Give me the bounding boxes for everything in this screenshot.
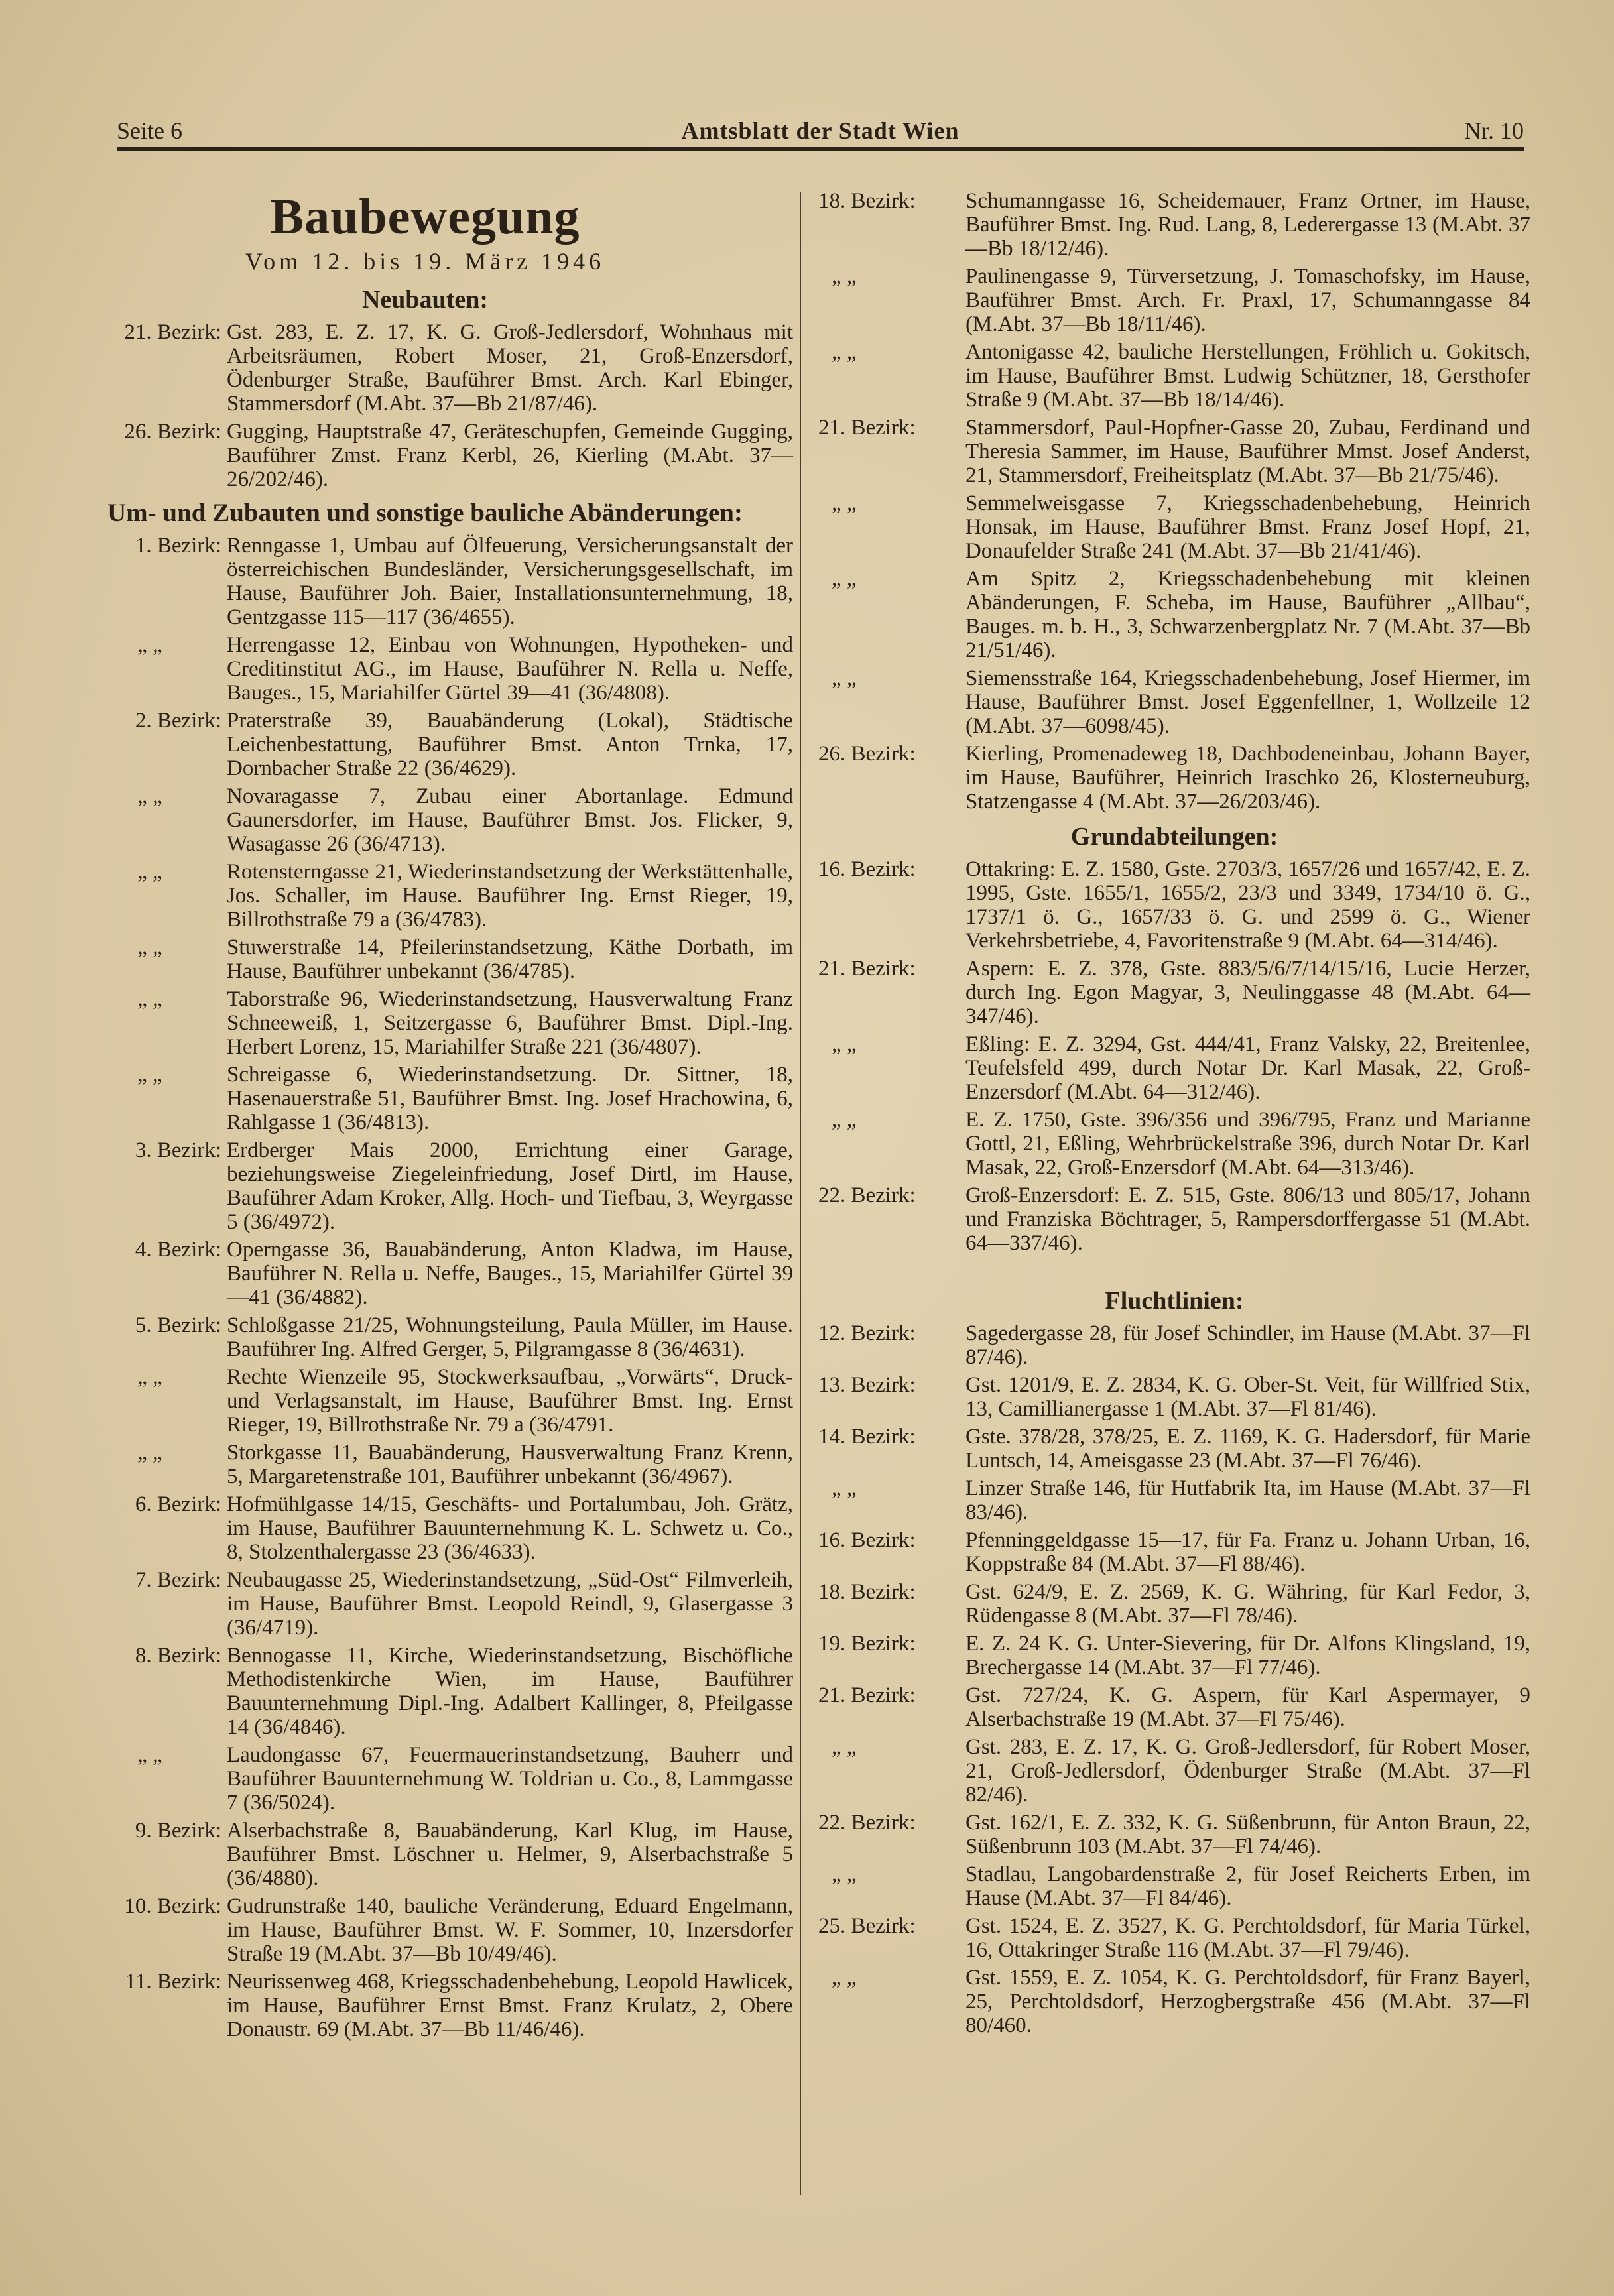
district-label: „ „: [137, 860, 162, 884]
entry-text: Schloßgasse 21/25, Wohnungsteilung, Paula Müller, im Hause. Bauführer Ing. Alfred Gerger, 5, Pilgramgasse 8 (36/4631).: [227, 1313, 793, 1361]
entry-text: Kierling, Promenadeweg 18, Dachbodeneinbau, Johann Bayer, im Hause, Bauführer, Heinrich Iraschko 26, Klosterneuburg, Statzengasse 4 (M.Abt. 37—26/203/46).: [965, 742, 1530, 814]
entry-text: Aspern: E. Z. 378, Gste. 883/5/6/7/14/15/16, Lucie Herzer, durch Ing. Egon Magyar, 3, Neulinggasse 48 (M.Abt. 64—347/46).: [965, 957, 1530, 1028]
district-label: 4. Bezirk:: [135, 1238, 221, 1262]
district-label: 8. Bezirk:: [135, 1644, 221, 1667]
list-item: [57, 1492, 793, 1564]
list-item: [818, 1108, 1530, 1179]
entry-text: Semmelweisgasse 7, Kriegsschadenbehebung, Heinrich Honsak, im Hause, Bauführer Bmst. Franz Josef Hopf, 21, Donaufelder Straße 241 (M.Abt. 37—Bb 21/41/46).: [965, 491, 1530, 563]
entry-text: Sagedergasse 28, für Josef Schindler, im Hause (M.Abt. 37—Fl 87/46).: [965, 1321, 1530, 1369]
list-item: [818, 189, 1530, 261]
page-title: Baubewegung: [270, 189, 580, 245]
list-item: [818, 1914, 1530, 1962]
left-column: [57, 189, 793, 2045]
entry-text: Linzer Straße 146, für Hutfabrik Ita, im Hause (M.Abt. 37—Fl 83/46).: [965, 1477, 1530, 1524]
list-item: [57, 936, 793, 983]
district-label: 11. Bezirk:: [125, 1970, 221, 1994]
list-item: [57, 1365, 793, 1437]
district-label: 10. Bezirk:: [124, 1894, 221, 1918]
section-heading-umbauten: Um- und Zubauten und sonstige bauliche Abänderungen:: [107, 499, 743, 527]
page-number: Seite 6: [117, 117, 182, 144]
district-label: 2. Bezirk:: [135, 709, 221, 733]
list-item: [818, 1580, 1530, 1628]
district-label: 1. Bezirk:: [135, 534, 221, 558]
section-heading-neubauten: Neubauten:: [361, 286, 489, 314]
entry-text: Storkgasse 11, Bauabänderung, Hausverwaltung Franz Krenn, 5, Margaretenstraße 101, Bauführer unbekannt (36/4967).: [227, 1441, 793, 1488]
district-label: 21. Bezirk:: [124, 320, 221, 344]
district-label: 18. Bezirk:: [818, 1580, 916, 1604]
district-label: 22. Bezirk:: [818, 1183, 916, 1207]
entry-text: Gugging, Hauptstraße 47, Geräteschupfen, Gemeinde Gugging, Bauführer Zmst. Franz Kerbl, 26, Kierling (M.Abt. 37—26/202/46).: [227, 420, 793, 491]
list-item: [818, 1528, 1530, 1576]
entry-text: Renngasse 1, Umbau auf Ölfeuerung, Versicherungsanstalt der österreichischen Bundesländer, Versicherungsgesellschaft, im Hause, Bauführer Joh. Baier, Installationsunternehmung, 18, Gentzgasse 115—117 (36/4655).: [227, 534, 793, 629]
umbauten-list: [57, 534, 793, 2041]
entry-text: Am Spitz 2, Kriegsschadenbehebung mit kleinen Abänderungen, F. Scheba, im Hause, Bauführer „Allbau“, Bauges. m. b. H., 3, Schwarzenbergplatz Nr. 7 (M.Abt. 37—Bb 21/51/46).: [965, 567, 1530, 662]
district-label: „ „: [832, 1108, 857, 1132]
district-label: „ „: [137, 1365, 162, 1389]
entry-text: Neurissenweg 468, Kriegsschadenbehebung, Leopold Hawlicek, im Hause, Bauführer Ernst Bmst. Franz Krulatz, 2, Obere Donaustr. 69 (M.Abt. 37—Bb 11/46/46).: [227, 1970, 793, 2041]
entry-text: Siemensstraße 164, Kriegsschadenbehebung, Josef Hiermer, im Hause, Bauführer Bmst. Josef Eggenfellner, 1, Wollzeile 12 (M.Abt. 37—6098/45).: [965, 666, 1530, 738]
district-label: „ „: [137, 784, 162, 808]
district-label: „ „: [137, 1441, 162, 1465]
district-label: 13. Bezirk:: [818, 1373, 916, 1397]
entry-text: Pfenninggeldgasse 15—17, für Fa. Franz u. Johann Urban, 16, Koppstraße 84 (M.Abt. 37—Fl 88/46).: [965, 1528, 1530, 1576]
list-item: [57, 1819, 793, 1890]
district-label: 26. Bezirk:: [124, 420, 221, 444]
list-item: [57, 1441, 793, 1488]
entry-text: Operngasse 36, Bauabänderung, Anton Kladwa, im Hause, Bauführer N. Rella u. Neffe, Bauges., 15, Mariahilfer Gürtel 39—41 (36/4882).: [227, 1238, 793, 1309]
district-label: „ „: [832, 1966, 857, 1990]
entry-text: Bennogasse 11, Kirche, Wiederinstandsetzung, Bischöfliche Methodistenkirche Wien, im Hause, Bauführer Bauunternehmung Dipl.-Ing. Adalbert Kallinger, 8, Pfeilgasse 14 (36/4846).: [227, 1644, 793, 1739]
list-item: [57, 1313, 793, 1361]
issue-number: Nr. 10: [1464, 117, 1524, 144]
district-label: 18. Bezirk:: [818, 189, 916, 213]
district-label: „ „: [832, 567, 857, 591]
list-item: [818, 1811, 1530, 1858]
list-item: [818, 1735, 1530, 1807]
entry-text: Gst. 1559, E. Z. 1054, K. G. Perchtoldsdorf, für Franz Bayerl, 25, Perchtoldsdorf, Herzogbergstraße 456 (M.Abt. 37—Fl 80/460.: [965, 1966, 1530, 2037]
list-item: [57, 860, 793, 932]
list-item: [57, 709, 793, 780]
district-label: „ „: [137, 633, 162, 657]
district-label: 12. Bezirk:: [818, 1321, 916, 1345]
district-label: 6. Bezirk:: [135, 1492, 221, 1516]
district-label: „ „: [832, 1735, 857, 1759]
district-label: „ „: [832, 491, 857, 515]
entry-text: E. Z. 1750, Gste. 396/356 und 396/795, Franz und Marianne Gottl, 21, Eßling, Wehrbrückelstraße 396, durch Notar Dr. Karl Masak, 22, Groß-Enzersdorf (M.Abt. 64—313/46).: [965, 1108, 1530, 1179]
list-item: [818, 1321, 1530, 1369]
entry-text: Herrengasse 12, Einbau von Wohnungen, Hypotheken- und Creditinstitut AG., im Hause, Bauführer N. Rella u. Neffe, Bauges., 15, Mariahilfer Gürtel 39—41 (36/4808).: [227, 633, 793, 705]
district-label: „ „: [832, 1477, 857, 1500]
section-heading-fluchtlinien: Fluchtlinien:: [1105, 1287, 1244, 1315]
list-item: [57, 534, 793, 629]
entry-text: Gste. 378/28, 378/25, E. Z. 1169, K. G. Hadersdorf, für Marie Luntsch, 14, Ameisgasse 23 (M.Abt. 37—Fl 76/46).: [965, 1425, 1530, 1473]
list-item: [818, 340, 1530, 412]
list-item: [57, 1568, 793, 1640]
entry-text: Gst. 283, E. Z. 17, K. G. Groß-Jedlersdorf, für Robert Moser, 21, Groß-Jedlersdorf, Ödenburger Straße (M.Abt. 37—Fl 82/46).: [965, 1735, 1530, 1807]
entry-text: Ottakring: E. Z. 1580, Gste. 2703/3, 1657/26 und 1657/42, E. Z. 1995, Gste. 1655/1, 1655/2, 23/3 und 3349, 1734/10 ö. G., 1737/1 ö. G., 1657/33 ö. G. und 2599 ö. G., Wiener Verkehrsbetriebe, 4, Favoritenstraße 9 (M.Abt. 64—314/46).: [965, 857, 1530, 953]
list-item: [57, 1063, 793, 1134]
list-item: [818, 416, 1530, 487]
district-label: „ „: [832, 1032, 857, 1056]
list-item: [57, 320, 793, 416]
list-item: [818, 1477, 1530, 1524]
fluchtlinien-list: [818, 1321, 1530, 2037]
list-item: [818, 1373, 1530, 1421]
district-label: 16. Bezirk:: [818, 857, 916, 881]
list-item: [57, 987, 793, 1059]
entry-text: Paulinengasse 9, Türversetzung, J. Tomaschofsky, im Hause, Bauführer Bmst. Arch. Fr. Praxl, 17, Schumanngasse 84 (M.Abt. 37—Bb 18/11/46).: [965, 265, 1530, 336]
district-label: „ „: [137, 987, 162, 1011]
entry-text: Hofmühlgasse 14/15, Geschäfts- und Portalumbau, Joh. Grätz, im Hause, Bauführer Bauunternehmung K. L. Schwetz u. Co., 8, Stolzenthalergasse 23 (36/4633).: [227, 1492, 793, 1564]
entry-text: Gst. 1524, E. Z. 3527, K. G. Perchtoldsdorf, für Maria Türkel, 16, Ottakringer Straße 116 (M.Abt. 37—Fl 79/46).: [965, 1914, 1530, 1962]
district-label: „ „: [832, 666, 857, 690]
district-label: 3. Bezirk:: [135, 1138, 221, 1162]
district-label: 21. Bezirk:: [818, 416, 916, 440]
publication-title: Amtsblatt der Stadt Wien: [681, 117, 960, 144]
entry-text: E. Z. 24 K. G. Unter-Sievering, für Dr. Alfons Klingsland, 19, Brechergasse 14 (M.Abt. 37—Fl 77/46).: [965, 1632, 1530, 1679]
district-label: 9. Bezirk:: [135, 1819, 221, 1843]
entry-text: Praterstraße 39, Bauabänderung (Lokal), Städtische Leichenbestattung, Bauführer Bmst. Anton Trnka, 17, Dornbacher Straße 22 (36/4629).: [227, 709, 793, 780]
grundabteilungen-list: [818, 857, 1530, 1255]
list-item: [818, 742, 1530, 814]
neubauten-list: [57, 320, 793, 491]
district-label: 25. Bezirk:: [818, 1914, 916, 1938]
entry-text: Neubaugasse 25, Wiederinstandsetzung, „Süd-Ost“ Filmverleih, im Hause, Bauführer Bmst. Leopold Reindl, 9, Glasergasse 3 (36/4719).: [227, 1568, 793, 1640]
entry-text: Gst. 162/1, E. Z. 332, K. G. Süßenbrunn, für Anton Braun, 22, Süßenbrunn 103 (M.Abt. 37—Fl 74/46).: [965, 1811, 1530, 1858]
list-item: [818, 265, 1530, 336]
entry-text: Stadlau, Langobardenstraße 2, für Josef Reicherts Erben, im Hause (M.Abt. 37—Fl 84/46).: [965, 1862, 1530, 1910]
district-label: „ „: [137, 936, 162, 959]
list-item: [818, 1183, 1530, 1255]
entry-text: Alserbachstraße 8, Bauabänderung, Karl Klug, im Hause, Bauführer Bmst. Löschner u. Helmer, 9, Alserbachstraße 5 (36/4880).: [227, 1819, 793, 1890]
list-item: [57, 1970, 793, 2041]
list-item: [57, 420, 793, 491]
list-item: [818, 1683, 1530, 1731]
section-gap: [818, 1259, 1530, 1278]
entry-text: Stuwerstraße 14, Pfeilerinstandsetzung, Käthe Dorbath, im Hause, Bauführer unbekannt (36/4785).: [227, 936, 793, 983]
column-divider: [800, 192, 801, 2195]
list-item: [818, 666, 1530, 738]
entry-text: Gst. 283, E. Z. 17, K. G. Groß-Jedlersdorf, Wohnhaus mit Arbeitsräumen, Robert Moser, 21, Groß-Enzersdorf, Ödenburger Straße, Bauführer Bmst. Arch. Karl Ebinger, Stammersdorf (M.Abt. 37—Bb 21/87/46).: [227, 320, 793, 416]
page-header: [117, 114, 1524, 147]
list-item: [57, 1644, 793, 1739]
list-item: [57, 784, 793, 856]
entry-text: Rechte Wienzeile 95, Stockwerksaufbau, „Vorwärts“, Druck- und Verlagsanstalt, im Hause, Bauführer Bmst. Ing. Ernst Rieger, 19, Billrothstraße Nr. 79 a (36/4791.: [227, 1365, 793, 1437]
district-label: „ „: [832, 340, 857, 364]
entry-text: Stammersdorf, Paul-Hopfner-Gasse 20, Zubau, Ferdinand und Theresia Sammer, im Hause, Bauführer Mmst. Josef Anderst, 21, Stammersdorf, Freiheitsplatz (M.Abt. 37—Bb 21/75/46).: [965, 416, 1530, 487]
district-label: „ „: [832, 1862, 857, 1886]
list-item: [57, 1894, 793, 1966]
district-label: 19. Bezirk:: [818, 1632, 916, 1656]
entry-text: Groß-Enzersdorf: E. Z. 515, Gste. 806/13 und 805/17, Johann und Franziska Böchtrager, 5, Rampersdorffergasse 51 (M.Abt. 64—337/46).: [965, 1183, 1530, 1255]
list-item: [818, 957, 1530, 1028]
district-label: 21. Bezirk:: [818, 1683, 916, 1707]
district-label: 22. Bezirk:: [818, 1811, 916, 1835]
district-label: 5. Bezirk:: [135, 1313, 221, 1337]
district-label: „ „: [832, 265, 857, 288]
list-item: [818, 1862, 1530, 1910]
district-label: 26. Bezirk:: [818, 742, 916, 766]
list-item: [818, 1425, 1530, 1473]
list-item: [57, 1743, 793, 1815]
entry-text: Erdberger Mais 2000, Errichtung einer Garage, beziehungsweise Ziegeleinfriedung, Josef Dirtl, im Hause, Bauführer Adam Kroker, Allg. Hoch- und Tiefbau, 3, Weyrgasse 5 (36/4972).: [227, 1138, 793, 1234]
list-item: [57, 1138, 793, 1234]
district-label: „ „: [137, 1063, 162, 1087]
entry-text: Taborstraße 96, Wiederinstandsetzung, Hausverwaltung Franz Schneeweiß, 1, Seitzergasse 6, Bauführer Bmst. Dipl.-Ing. Herbert Lorenz, 15, Mariahilfer Straße 221 (36/4807).: [227, 987, 793, 1059]
section-heading-grundabteilungen: Grundabteilungen:: [1070, 823, 1278, 851]
entry-text: Laudongasse 67, Feuermauerinstandsetzung, Bauherr und Bauführer Bauunternehmung W. Toldrian u. Co., 8, Lammgasse 7 (36/5024).: [227, 1743, 793, 1815]
list-item: [818, 567, 1530, 662]
district-label: 7. Bezirk:: [135, 1568, 221, 1592]
entry-text: Gst. 727/24, K. G. Aspern, für Karl Aspermayer, 9 Alserbachstraße 19 (M.Abt. 37—Fl 75/46).: [965, 1683, 1530, 1731]
entry-text: Novaragasse 7, Zubau einer Abortanlage. Edmund Gaunersdorfer, im Hause, Bauführer Bmst. Jos. Flicker, 9, Wasagasse 26 (36/4713).: [227, 784, 793, 856]
entry-text: Schumanngasse 16, Scheidemauer, Franz Ortner, im Hause, Bauführer Bmst. Ing. Rud. Lang, 8, Lederergasse 13 (M.Abt. 37—Bb 18/12/46).: [965, 189, 1530, 261]
list-item: [57, 633, 793, 705]
header-rule: [117, 147, 1524, 151]
district-label: „ „: [137, 1743, 162, 1767]
entry-text: Eßling: E. Z. 3294, Gst. 444/41, Franz Valsky, 22, Breitenlee, Teufelsfeld 499, durch Notar Dr. Karl Masak, 22, Groß-Enzersdorf (M.Abt. 64—312/46).: [965, 1032, 1530, 1104]
entry-text: Gst. 624/9, E. Z. 2569, K. G. Währing, für Karl Fedor, 3, Rüdengasse 8 (M.Abt. 37—Fl 78/46).: [965, 1580, 1530, 1628]
entry-text: Antonigasse 42, bauliche Herstellungen, Fröhlich u. Gokitsch, im Hause, Bauführer Bmst. Ludwig Schützner, 18, Gersthofer Straße 9 (M.Abt. 37—Bb 18/14/46).: [965, 340, 1530, 412]
right-column: [818, 189, 1530, 2041]
list-item: [818, 491, 1530, 563]
list-item: [818, 1632, 1530, 1679]
entry-text: Gst. 1201/9, E. Z. 2834, K. G. Ober-St. Veit, für Willfried Stix, 13, Camillianergasse 1 (M.Abt. 37—Fl 81/46).: [965, 1373, 1530, 1421]
entry-text: Gudrunstraße 140, bauliche Veränderung, Eduard Engelmann, im Hause, Bauführer Bmst. W. F. Sommer, 10, Inzersdorfer Straße 19 (M.Abt. 37—Bb 10/49/46).: [227, 1894, 793, 1966]
list-item: [818, 1032, 1530, 1104]
entry-text: Rotensterngasse 21, Wiederinstandsetzung der Werkstättenhalle, Jos. Schaller, im Hause. Bauführer Ing. Ernst Rieger, 19, Billrothstraße 79 a (36/4783).: [227, 860, 793, 932]
entry-text: Schreigasse 6, Wiederinstandsetzung. Dr. Sittner, 18, Hasenauerstraße 51, Bauführer Bmst. Ing. Josef Hrachowina, 6, Rahlgasse 1 (36/4813).: [227, 1063, 793, 1134]
district-label: 21. Bezirk:: [818, 957, 916, 981]
umbauten-continued-list: [818, 189, 1530, 814]
list-item: [57, 1238, 793, 1309]
list-item: [818, 1966, 1530, 2037]
district-label: 16. Bezirk:: [818, 1528, 916, 1552]
list-item: [818, 857, 1530, 953]
district-label: 14. Bezirk:: [818, 1425, 916, 1449]
date-range: Vom 12. bis 19. März 1946: [245, 248, 605, 274]
